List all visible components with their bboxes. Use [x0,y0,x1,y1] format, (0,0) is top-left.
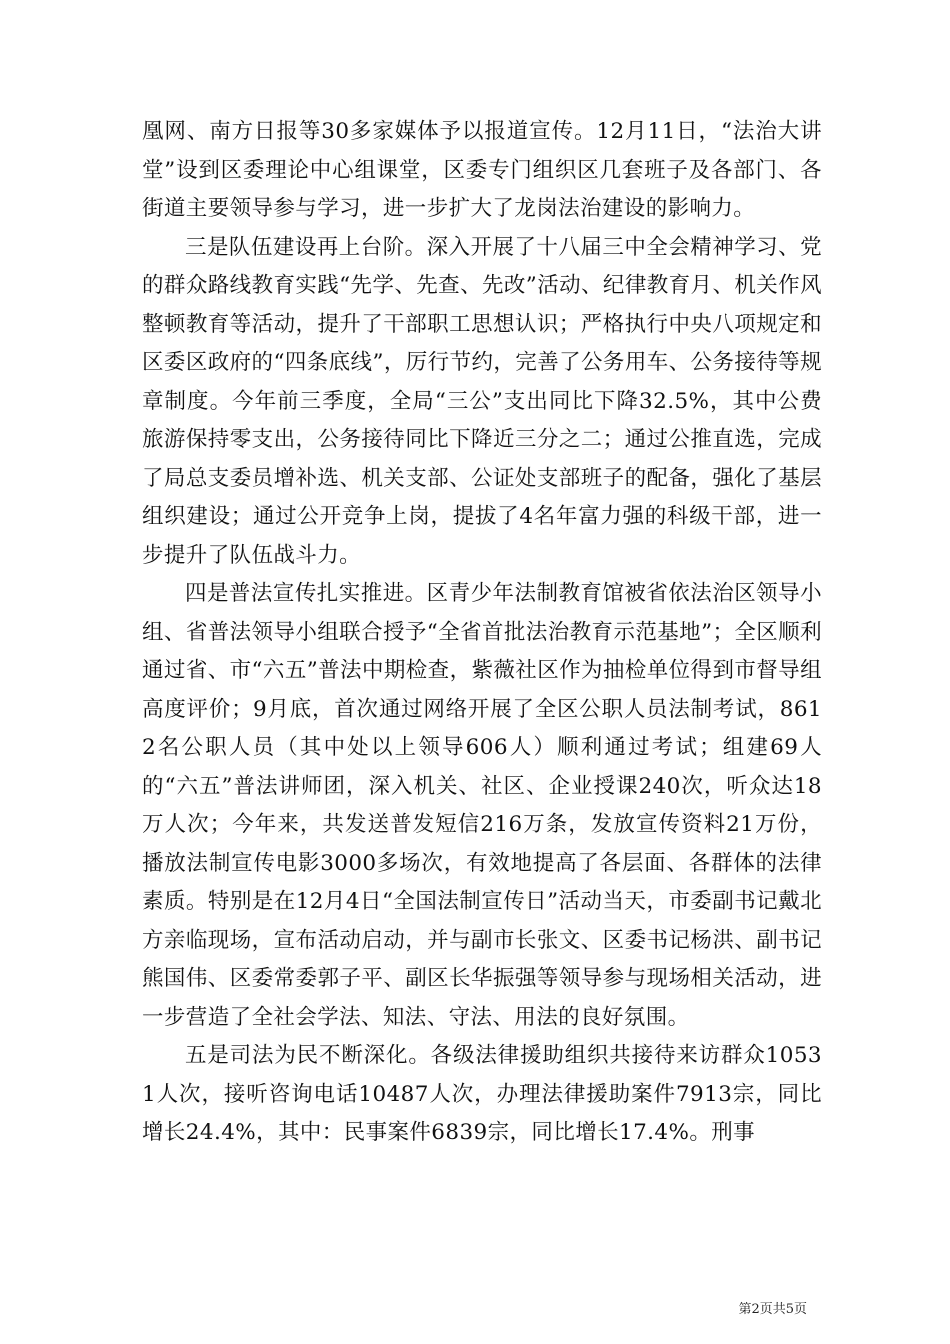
document-body [142,113,822,1153]
paragraph-team-building: 三是队伍建设再上台阶。深入开展了十八届三中全会精神学习、党的群众路线教育实践“先学、先查、先改”活动、纪律教育月、机关作风整顿教育等活动，提升了干部职工思想认识；严格执行中央八项规定和区委区政府的“四条底线”，厉行节约，完善了公务用车、公务接待等规章制度。今年前三季度，全局“三公”支出同比下降32.5%，其中公费旅游保持零支出，公务接待同比下降近三分之二；通过公推直选，完成了局总支委员增补选、机关支部、公证处支部班子的配备，强化了基层组织建设；通过公开竞争上岗，提拔了4名年富力强的科级干部，进一步提升了队伍战斗力。 [142,234,822,568]
paragraph-media-coverage: 凰网、南方日报等30多家媒体予以报道宣传。12月11日，“法治大讲堂”设到区委理论中心组课堂，区委专门组织区几套班子及各部门、各街道主要领导参与学习，进一步扩大了龙岗法治建设的影响力。 [142,119,822,221]
paragraph-judicial-service: 五是司法为民不断深化。各级法律援助组织共接待来访群众10531人次，接听咨询电话10487人次，办理法律援助案件7913宗，同比增长24.4%，其中：民事案件6839宗，同比增长17.4%。刑事 [142,1043,822,1145]
page-number-footer: 第2页共5页 [738,1302,807,1317]
paragraph-legal-publicity: 四是普法宣传扎实推进。区青少年法制教育馆被省依法治区领导小组、省普法领导小组联合授予“全省首批法治教育示范基地”；全区顺利通过省、市“六五”普法中期检查，紫薇社区作为抽检单位得到市督导组高度评价；9月底，首次通过网络开展了全区公职人员法制考试，8612名公职人员（其中处以上领导606人）顺利通过考试；组建69人的“六五”普法讲师团，深入机关、社区、企业授课240次，听众达18万人次；今年来，共发送普发短信216万条，发放宣传资料21万份，播放法制宣传电影3000多场次，有效地提高了各层面、各群体的法律素质。特别是在12月4日“全国法制宣传日”活动当天，市委副书记戴北方亲临现场，宣布活动启动，并与副市长张文、区委书记杨洪、副书记熊国伟、区委常委郭子平、副区长华振强等领导参与现场相关活动，进一步营造了全社会学法、知法、守法、用法的良好氛围。 [142,581,822,1030]
